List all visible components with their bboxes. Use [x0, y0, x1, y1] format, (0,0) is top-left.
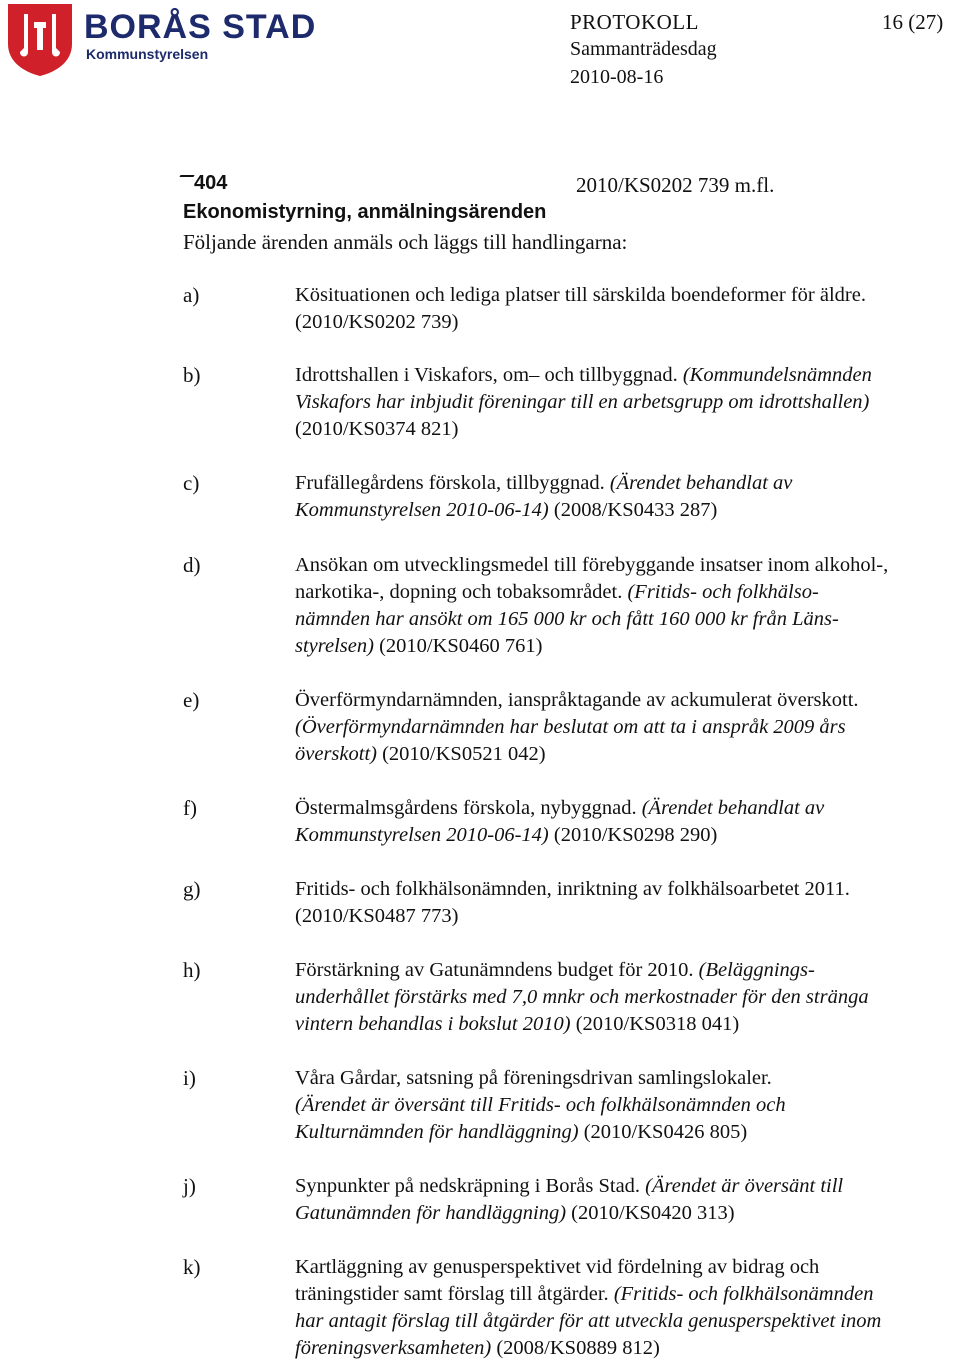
- item-note-text: styrelsen): [295, 635, 374, 657]
- item-text-line: [295, 822, 955, 849]
- item-text: [295, 470, 955, 524]
- item-main-text: (2010/KS0426 805): [578, 1121, 748, 1143]
- item-text-line: [295, 1119, 955, 1146]
- section-intro: Följande ärenden anmäls och läggs till handlingarna:: [183, 230, 628, 254]
- item-text: [295, 1254, 955, 1362]
- item-text-line: [295, 795, 955, 822]
- item-text-line: [295, 1092, 955, 1119]
- item-text: [295, 1065, 955, 1146]
- item-text: [295, 552, 955, 660]
- item-main-text: Våra Gårdar, satsning på föreningsdrivan samlingslokaler.: [295, 1067, 772, 1089]
- item-main-text: (2010/KS0460 761): [373, 635, 543, 657]
- item-note-text: (Överförmyndarnämnden har beslutat om att ta i anspråk 2009 års: [295, 716, 846, 738]
- item-main-text: (2010/KS0420 313): [566, 1202, 735, 1224]
- item-main-text: narkotika-, dopning och tobaksområdet.: [295, 581, 628, 603]
- section-marker-icon: [179, 175, 194, 177]
- item-main-text: träningstider samt förslag till åtgärder.: [295, 1283, 614, 1305]
- item-note-text: har antagit förslag till åtgärder för att utveckla genusperspektivet inom: [295, 1310, 882, 1332]
- item-main-text: Kartläggning av genusperspektivet vid fördelning av bidrag och: [295, 1256, 820, 1278]
- item-note-text: (Kommundelsnämnden: [682, 364, 872, 386]
- item-note-text: underhållet förstärks med 7,0 mnkr och merkostnader för den stränga: [295, 986, 869, 1008]
- item-text-line: [295, 389, 955, 416]
- item-text: [295, 687, 955, 768]
- org-name: BORÅS STAD: [84, 8, 317, 46]
- boras-stad-logo: [4, 2, 324, 78]
- item-main-text: (2010/KS0521 042): [376, 743, 546, 765]
- org-subtitle: Kommunstyrelsen: [86, 46, 209, 62]
- item-note-text: (Ärendet är översänt till: [645, 1175, 844, 1197]
- meeting-label: Sammanträdesdag: [570, 38, 717, 60]
- item-main-text: (2010/KS0318 041): [570, 1013, 740, 1035]
- item-note-text: (Ärendet behandlat av: [609, 472, 793, 494]
- item-text: [295, 876, 955, 930]
- item-letter: d): [183, 553, 201, 577]
- item-text-line: [295, 362, 955, 389]
- item-note-text: (Fritids- och folkhälso-: [627, 581, 819, 603]
- item-main-text: (2008/KS0889 812): [491, 1337, 660, 1359]
- item-text: [295, 957, 955, 1038]
- item-main-text: (2010/KS0487 773): [295, 905, 459, 927]
- item-text-line: [295, 903, 955, 930]
- item-note-text: (Ärendet är översänt till Fritids- och folkhälsonämnden och: [295, 1094, 786, 1116]
- item-text-line: [295, 984, 955, 1011]
- item-letter: h): [183, 958, 201, 982]
- meeting-date: 2010-08-16: [570, 66, 664, 88]
- item-letter: c): [183, 471, 200, 495]
- item-main-text: Överförmyndarnämnden, ianspråktagande av ackumulerat överskott.: [295, 689, 859, 711]
- item-letter: k): [183, 1255, 201, 1279]
- item-text-line: [295, 876, 955, 903]
- item-text-line: [295, 1011, 955, 1038]
- item-text-line: [295, 633, 955, 660]
- section-title: Ekonomistyrning, anmälningsärenden: [183, 201, 547, 223]
- item-text-line: [295, 416, 955, 443]
- item-main-text: (2010/KS0202 739): [295, 311, 459, 333]
- item-text-line: [295, 1335, 955, 1362]
- item-text: [295, 795, 955, 849]
- item-note-text: (Beläggnings-: [698, 959, 815, 981]
- item-main-text: Kösituationen och lediga platser till särskilda boendeformer för äldre.: [295, 284, 866, 306]
- item-text-line: [295, 687, 955, 714]
- item-main-text: Ansökan om utvecklingsmedel till förebyggande insatser inom alkohol-,: [295, 554, 889, 576]
- item-note-text: Kommunstyrelsen 2010-06-14): [295, 824, 549, 846]
- item-text-line: [295, 309, 955, 336]
- item-main-text: Fritids- och folkhälsonämnden, inriktning av folkhälsoarbetet 2011.: [295, 878, 850, 900]
- item-note-text: Gatunämnden för handläggning): [295, 1202, 567, 1224]
- item-main-text: (2010/KS0374 821): [295, 418, 459, 440]
- item-letter: f): [183, 796, 197, 820]
- item-letter: e): [183, 688, 200, 712]
- item-letter: i): [183, 1066, 196, 1090]
- item-note-text: (Fritids- och folkhälsonämnden: [613, 1283, 874, 1305]
- item-main-text: Frufällegårdens förskola, tillbyggnad.: [295, 472, 610, 494]
- item-text: [295, 1173, 955, 1227]
- item-main-text: Förstärkning av Gatunämndens budget för 2010.: [295, 959, 699, 981]
- item-text-line: [295, 1254, 955, 1281]
- item-text-line: [295, 1065, 955, 1092]
- item-note-text: överskott): [295, 743, 377, 765]
- item-text-line: [295, 470, 955, 497]
- item-main-text: Östermalmsgårdens förskola, nybyggnad.: [295, 797, 642, 819]
- document-type: PROTOKOLL: [570, 10, 699, 34]
- item-text-line: [295, 741, 955, 768]
- item-text-line: [295, 497, 955, 524]
- item-main-text: (2010/KS0298 290): [548, 824, 718, 846]
- item-text-line: [295, 606, 955, 633]
- item-letter: a): [183, 283, 200, 307]
- item-text-line: [295, 1308, 955, 1335]
- section-reference: 2010/KS0202 739 m.fl.: [576, 173, 775, 197]
- crest-icon: [4, 2, 76, 76]
- item-text-line: [295, 579, 955, 606]
- section-number: 404: [180, 172, 227, 195]
- item-text-line: [295, 957, 955, 984]
- item-letter: j): [183, 1174, 196, 1198]
- item-main-text: Idrottshallen i Viskafors, om– och tillbyggnad.: [295, 364, 683, 386]
- item-text: [295, 282, 955, 336]
- item-note-text: Viskafors har inbjudit föreningar till en arbetsgrupp om idrottshallen): [295, 391, 870, 413]
- item-note-text: Kommunstyrelsen 2010-06-14): [295, 499, 549, 521]
- item-text-line: [295, 1173, 955, 1200]
- item-note-text: föreningsverksamheten): [295, 1337, 492, 1359]
- item-text-line: [295, 1200, 955, 1227]
- item-letter: b): [183, 363, 201, 387]
- item-letter: g): [183, 877, 201, 901]
- item-note-text: Kulturnämnden för handläggning): [295, 1121, 579, 1143]
- item-note-text: vintern behandlas i bokslut 2010): [295, 1013, 571, 1035]
- item-text-line: [295, 282, 955, 309]
- item-main-text: (2008/KS0433 287): [548, 499, 718, 521]
- item-text: [295, 362, 955, 443]
- item-text-line: [295, 1281, 955, 1308]
- item-note-text: nämnden har ansökt om 165 000 kr och fått 160 000 kr från Läns-: [295, 608, 839, 630]
- page-number: 16 (27): [882, 10, 944, 34]
- item-text-line: [295, 714, 955, 741]
- item-main-text: Synpunkter på nedskräpning i Borås Stad.: [295, 1175, 646, 1197]
- item-note-text: (Ärendet behandlat av: [641, 797, 825, 819]
- item-text-line: [295, 552, 955, 579]
